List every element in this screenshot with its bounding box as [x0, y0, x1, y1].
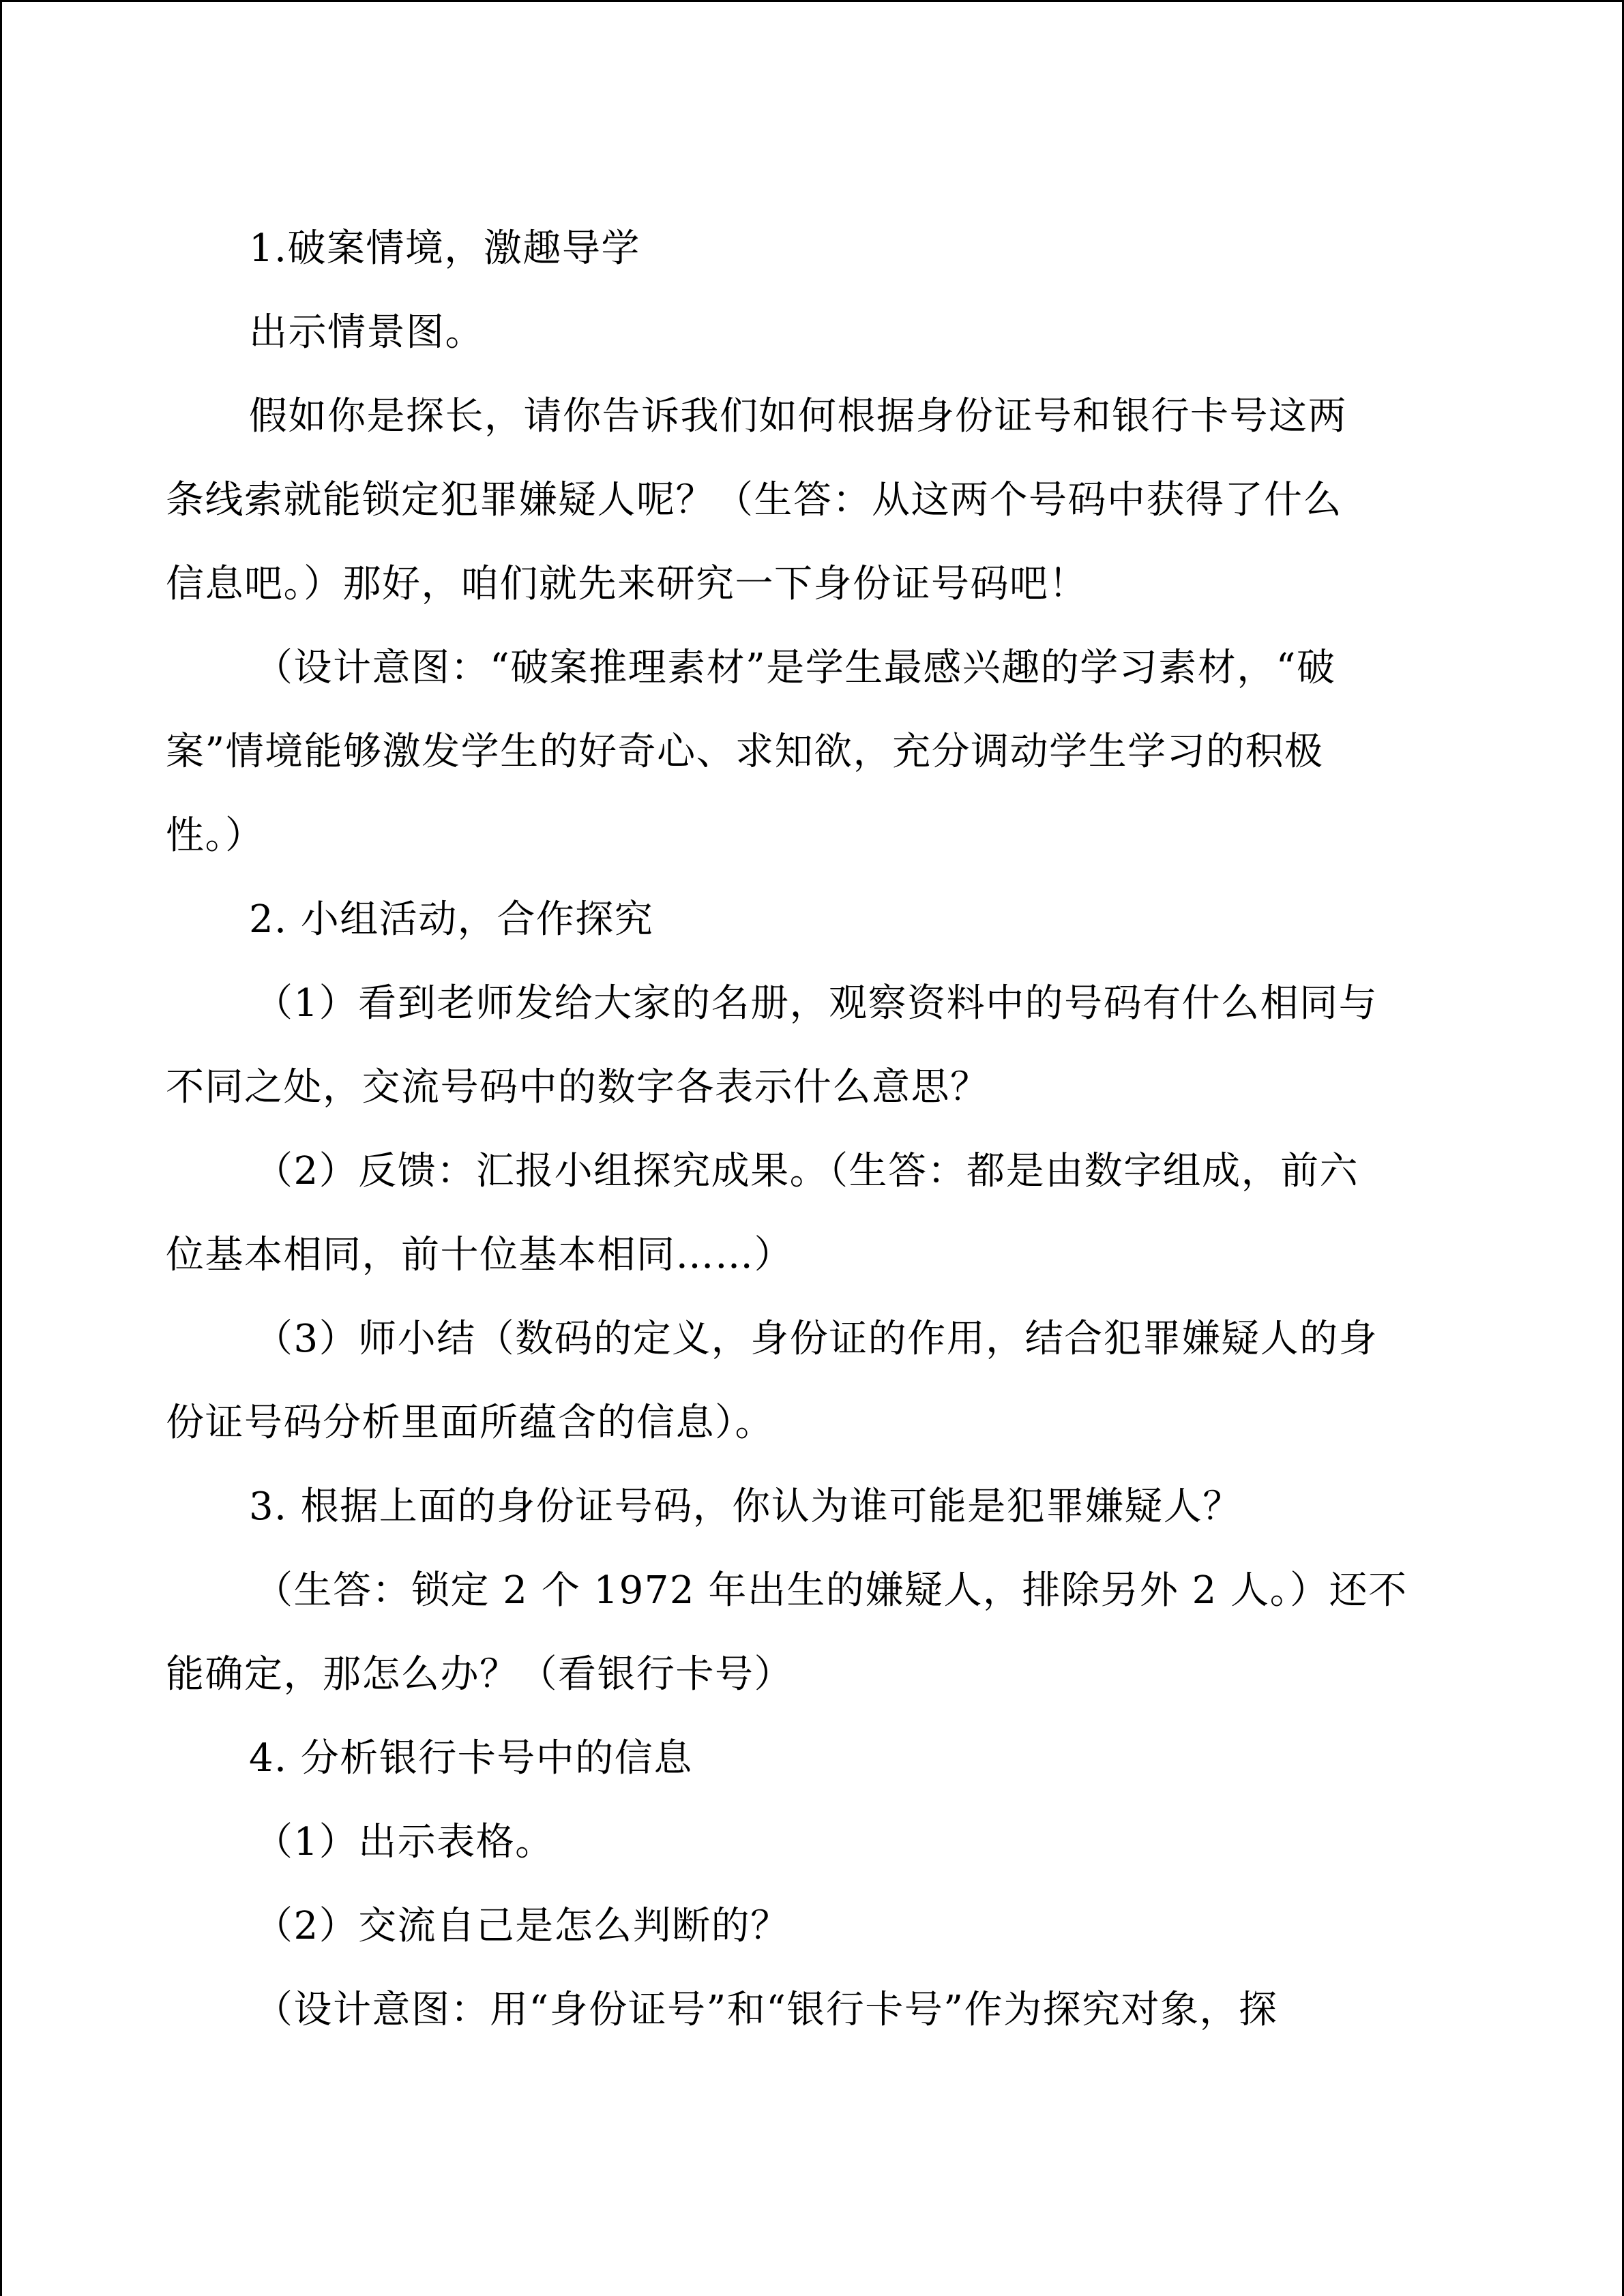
design-note-line: 性。）	[166, 814, 265, 858]
list-item-line: 份证号码分析里面所蕴含的信息）。	[166, 1401, 774, 1445]
paragraph-line: （生答：锁定 2 个 1972 年出生的嫌疑人，排除另外 2 人。）还不	[254, 1568, 1408, 1613]
paragraph-line: 假如你是探长，请你告诉我们如何根据身份证号和银行卡号这两	[249, 394, 1347, 438]
list-item-line: （2）反馈：汇报小组探究成果。（生答：都是由数字组成，前六	[254, 1149, 1359, 1193]
design-note-line: （设计意图：用“身份证号”和“银行卡号”作为探究对象，探	[254, 1988, 1278, 2032]
section-heading-2: 2. 小组活动，合作探究	[249, 897, 654, 942]
paragraph-line: 条线索就能锁定犯罪嫌疑人呢？（生答：从这两个号码中获得了什么	[166, 478, 1342, 522]
design-note-line: 案”情境能够激发学生的好奇心、求知欲，充分调动学生学习的积极	[166, 730, 1324, 774]
design-note-line: （设计意图：“破案推理素材”是学生最感兴趣的学习素材，“破	[254, 646, 1336, 690]
list-item-line: （3）师小结（数码的定义，身份证的作用，结合犯罪嫌疑人的身	[254, 1317, 1378, 1361]
document-body	[166, 207, 1434, 2052]
list-item-line: （1）出示表格。	[254, 1820, 555, 1864]
list-item-line: 位基本相同，前十位基本相同……）	[166, 1233, 793, 1277]
list-item-line: 不同之处，交流号码中的数字各表示什么意思？	[166, 1065, 990, 1109]
list-item-line: （2）交流自己是怎么判断的？	[254, 1904, 790, 1948]
section-heading-4: 4. 分析银行卡号中的信息	[249, 1736, 693, 1780]
paragraph-line: 能确定，那怎么办？（看银行卡号）	[166, 1652, 793, 1697]
paragraph-line: 信息吧。）那好，咱们就先来研究一下身份证号码吧！	[166, 562, 1088, 606]
list-item-line: （1）看到老师发给大家的名册，观察资料中的号码有什么相同与	[254, 981, 1378, 1026]
paragraph-line: 出示情景图。	[249, 310, 484, 355]
section-heading-3: 3. 根据上面的身份证号码，你认为谁可能是犯罪嫌疑人？	[249, 1485, 1242, 1529]
section-heading-1: 1.破案情境，激趣导学	[249, 226, 640, 271]
